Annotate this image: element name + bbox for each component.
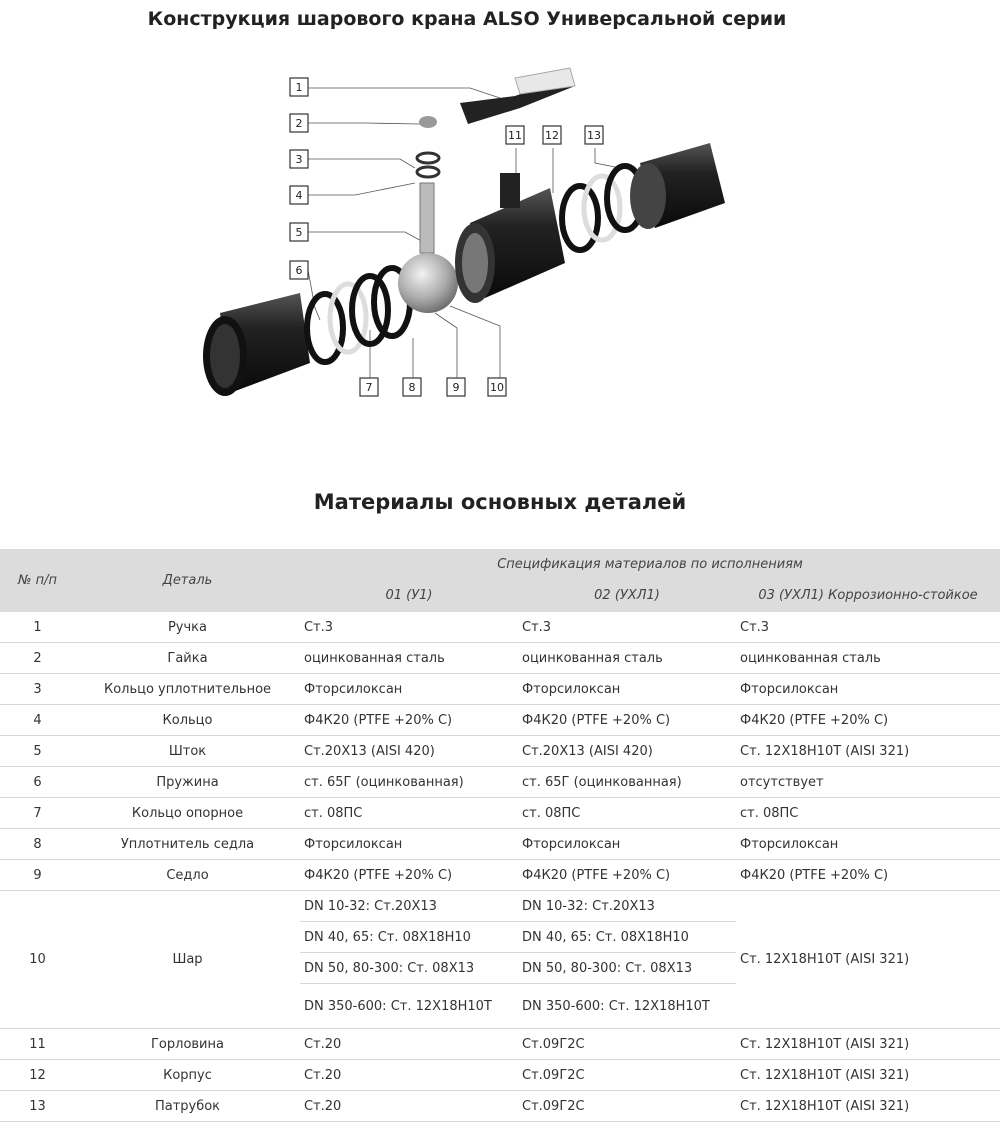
svg-text:2: 2 bbox=[295, 117, 303, 130]
row-v1: Ст.20 bbox=[300, 1060, 518, 1091]
row-v2: ст. 65Г (оцинкованная) bbox=[518, 767, 736, 798]
row-num: 13 bbox=[0, 1091, 75, 1122]
row-part: Шар bbox=[75, 891, 300, 1029]
row-part: Гайка bbox=[75, 643, 300, 674]
row-num: 4 bbox=[0, 705, 75, 736]
sub-value: DN 10-32: Ст.20Х13 bbox=[518, 891, 736, 922]
table-row bbox=[0, 612, 1000, 643]
row-num: 7 bbox=[0, 798, 75, 829]
row-part: Кольцо bbox=[75, 705, 300, 736]
table-row bbox=[0, 767, 1000, 798]
row-v3: отсутствует bbox=[736, 767, 1000, 798]
callout-8 bbox=[403, 378, 421, 396]
header-v3: 03 (УХЛ1) Коррозионно-стойкое bbox=[736, 579, 1000, 612]
header-v2: 02 (УХЛ1) bbox=[518, 579, 736, 612]
row-num: 12 bbox=[0, 1060, 75, 1091]
table-title: Материалы основных деталей bbox=[313, 490, 687, 514]
table-row bbox=[0, 705, 1000, 736]
callout-5 bbox=[290, 223, 308, 241]
row-v2: Ст.09Г2С bbox=[518, 1029, 736, 1060]
table-row bbox=[0, 674, 1000, 705]
row-v1: Ст.20 bbox=[300, 1091, 518, 1122]
callout-2 bbox=[290, 114, 308, 132]
row-part: Седло bbox=[75, 860, 300, 891]
row-v1: Ст.20Х13 (AISI 420) bbox=[300, 736, 518, 767]
row-v2: Ст.20Х13 (AISI 420) bbox=[518, 736, 736, 767]
svg-text:12: 12 bbox=[545, 129, 559, 142]
svg-text:6: 6 bbox=[295, 264, 303, 277]
row-num: 2 bbox=[0, 643, 75, 674]
row-v3: Ст. 12Х18Н10Т (AISI 321) bbox=[736, 1091, 1000, 1122]
row-v3: оцинкованная сталь bbox=[736, 643, 1000, 674]
row-v1: Ст.3 bbox=[300, 612, 518, 643]
row-v3: ст. 08ПС bbox=[736, 798, 1000, 829]
row-v3: Ст. 12Х18Н10Т (AISI 321) bbox=[736, 891, 1000, 1029]
row-v1: Фторсилоксан bbox=[300, 829, 518, 860]
table-row bbox=[0, 736, 1000, 767]
callout-4 bbox=[290, 186, 308, 204]
callout-11 bbox=[506, 126, 524, 144]
table-row bbox=[0, 643, 1000, 674]
row-v2: Ф4К20 (PTFE +20% C) bbox=[518, 860, 736, 891]
row-part: Кольцо уплотнительное bbox=[75, 674, 300, 705]
svg-text:3: 3 bbox=[295, 153, 303, 166]
row-v2: Ст.09Г2С bbox=[518, 1060, 736, 1091]
callout-1 bbox=[290, 78, 308, 96]
table-row bbox=[0, 860, 1000, 891]
row-num: 5 bbox=[0, 736, 75, 767]
page-title: Конструкция шарового крана ALSO Универсальной серии bbox=[147, 8, 787, 30]
row-v3: Фторсилоксан bbox=[736, 674, 1000, 705]
row-v1: ст. 08ПС bbox=[300, 798, 518, 829]
callout-9 bbox=[447, 378, 465, 396]
callout-3 bbox=[290, 150, 308, 168]
sub-value: DN 350-600: Ст. 12Х18Н10Т bbox=[304, 998, 492, 1014]
row-v1: ст. 65Г (оцинкованная) bbox=[300, 767, 518, 798]
svg-text:5: 5 bbox=[295, 226, 303, 239]
row-num: 10 bbox=[0, 891, 75, 1029]
row-v3: Ст.3 bbox=[736, 612, 1000, 643]
header-num: № п/п bbox=[0, 549, 75, 612]
header-v1: 01 (У1) bbox=[300, 579, 518, 612]
row-v1: Ф4К20 (PTFE +20% C) bbox=[300, 705, 518, 736]
row-num: 11 bbox=[0, 1029, 75, 1060]
svg-text:13: 13 bbox=[587, 129, 601, 142]
row-part: Горловина bbox=[75, 1029, 300, 1060]
svg-text:11: 11 bbox=[508, 129, 522, 142]
header-spec: Спецификация материалов по исполнениям bbox=[300, 549, 1000, 579]
table-row bbox=[0, 798, 1000, 829]
row-num: 9 bbox=[0, 860, 75, 891]
row-num: 1 bbox=[0, 612, 75, 643]
row-v1: оцинкованная сталь bbox=[300, 643, 518, 674]
row-v1: Ст.20 bbox=[300, 1029, 518, 1060]
callout-7 bbox=[360, 378, 378, 396]
row-v1: Ф4К20 (PTFE +20% C) bbox=[300, 860, 518, 891]
row-part: Патрубок bbox=[75, 1091, 300, 1122]
row-v3: Ст. 12Х18Н10Т (AISI 321) bbox=[736, 736, 1000, 767]
svg-text:7: 7 bbox=[365, 381, 373, 394]
row-v2: ст. 08ПС bbox=[518, 798, 736, 829]
row-v2: Ст.09Г2С bbox=[518, 1091, 736, 1122]
table-row bbox=[0, 1060, 1000, 1091]
row-part: Корпус bbox=[75, 1060, 300, 1091]
row-part: Кольцо опорное bbox=[75, 798, 300, 829]
row-v3: Ст. 12Х18Н10Т (AISI 321) bbox=[736, 1029, 1000, 1060]
table-row bbox=[0, 1091, 1000, 1122]
callout-12 bbox=[543, 126, 561, 144]
table-row bbox=[0, 829, 1000, 860]
row-v2 bbox=[518, 891, 736, 1029]
svg-text:10: 10 bbox=[490, 381, 504, 394]
row-num: 8 bbox=[0, 829, 75, 860]
svg-text:4: 4 bbox=[295, 189, 303, 202]
row-v2: Фторсилоксан bbox=[518, 674, 736, 705]
row-v3: Ст. 12Х18Н10Т (AISI 321) bbox=[736, 1060, 1000, 1091]
row-v2: Фторсилоксан bbox=[518, 829, 736, 860]
sub-value: DN 40, 65: Ст. 08Х18Н10 bbox=[300, 922, 518, 953]
callout-6 bbox=[290, 261, 308, 279]
row-v2: Ф4К20 (PTFE +20% C) bbox=[518, 705, 736, 736]
svg-text:9: 9 bbox=[452, 381, 460, 394]
ball-valve-exploded-diagram bbox=[170, 58, 730, 418]
callout-10 bbox=[488, 378, 506, 396]
row-v3: Ф4К20 (PTFE +20% C) bbox=[736, 705, 1000, 736]
sub-value: DN 350-600: Ст. 12Х18Н10Т bbox=[522, 998, 710, 1014]
row-v1: Фторсилоксан bbox=[300, 674, 518, 705]
sub-value: DN 50, 80-300: Ст. 08Х13 bbox=[518, 953, 736, 984]
row-v1 bbox=[300, 891, 518, 1029]
svg-text:8: 8 bbox=[408, 381, 416, 394]
callout-13 bbox=[585, 126, 603, 144]
sub-value: DN 40, 65: Ст. 08Х18Н10 bbox=[518, 922, 736, 953]
row-num: 6 bbox=[0, 767, 75, 798]
row-part: Шток bbox=[75, 736, 300, 767]
row-part: Пружина bbox=[75, 767, 300, 798]
row-num: 3 bbox=[0, 674, 75, 705]
row-part: Уплотнитель седла bbox=[75, 829, 300, 860]
table-row bbox=[0, 1029, 1000, 1060]
row-part: Ручка bbox=[75, 612, 300, 643]
row-v2: Ст.3 bbox=[518, 612, 736, 643]
sub-value: DN 50, 80-300: Ст. 08Х13 bbox=[300, 953, 518, 984]
row-v3: Ф4К20 (PTFE +20% C) bbox=[736, 860, 1000, 891]
sub-value: DN 10-32: Ст.20Х13 bbox=[300, 891, 518, 922]
row-v2: оцинкованная сталь bbox=[518, 643, 736, 674]
row-v3: Фторсилоксан bbox=[736, 829, 1000, 860]
table-row bbox=[0, 891, 1000, 1029]
materials-table bbox=[0, 549, 1000, 1122]
svg-text:1: 1 bbox=[295, 81, 303, 94]
header-part: Деталь bbox=[75, 549, 300, 612]
